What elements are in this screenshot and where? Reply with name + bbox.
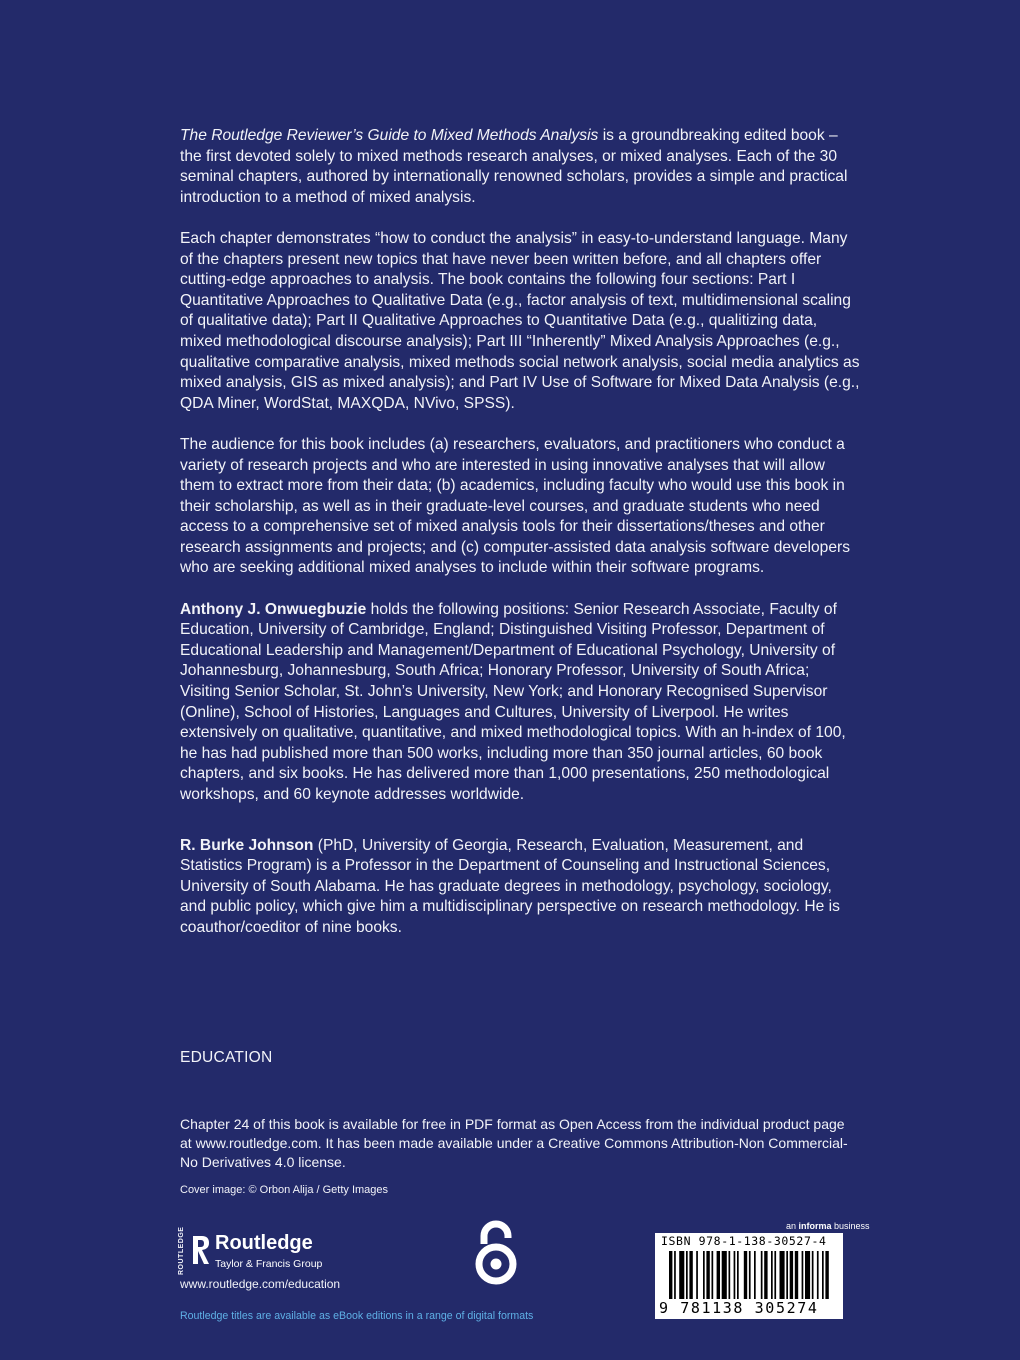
author-bio-johnson — [180, 836, 860, 939]
publisher-url[interactable]: www.routledge.com/education — [180, 1277, 341, 1291]
blurb-text-1: is a groundbreaking edited book – the first devoted solely to mixed methods research analyses, or mixed analyses. Each of the 30 seminal chapters, authored by internationally renowned scholars, provides a simple and practical introduction to a method of mixed analysis. — [180, 127, 848, 206]
open-access-icon — [470, 1218, 522, 1290]
informa-brand: informa — [798, 1221, 832, 1231]
isbn-barcode — [655, 1233, 843, 1319]
routledge-r-icon — [190, 1233, 212, 1267]
publisher-name: Routledge — [215, 1232, 313, 1254]
ean-digits: 9 781138 305274 — [659, 1299, 819, 1317]
author-bio-onwuegbuzie — [180, 600, 860, 806]
blurb-paragraph-1 — [180, 126, 860, 208]
blurb-paragraph-2: Each chapter demonstrates “how to conduct the analysis” in easy-to-understand language. Many of the chapters present new topics that have never been written before, and all chapters offer cutting-edge approaches to analysis. The book contains the following four sections: Part I Quantitative Approaches to Qualitative Data (e.g., factor analysis of text, multidimensional scaling of qualitative data); Part II Qualitative Approaches to Quantitative Data (e.g., qualitizing data, mixed methodological discourse analysis); Part III “Inherently” Mixed Analysis Approaches (e.g., qualitative comparative analysis, mixed methods social network analysis, social media analytics as mixed analysis, GIS as mixed analysis); and Part IV Use of Software for Mixed Data Analysis (e.g., QDA Miner, WordStat, MAXQDA, NVivo, SPSS). — [180, 229, 860, 412]
author-bio-text: (PhD, University of Georgia, Research, Evaluation, Measurement, and Statistics Program) is a Professor in the Department of Counseling and Instructional Sciences, University of South Alabama. He has graduate degrees in methodology, psychology, sociology, and public policy, which give him a multidisciplinary perspective on research methodology. He is coauthor/coeditor of nine books. — [180, 836, 840, 936]
publisher-group: Taylor & Francis Group — [215, 1258, 323, 1270]
subject-category: EDUCATION — [180, 1049, 273, 1066]
isbn-label: ISBN 978-1-138-30527-4 — [661, 1234, 827, 1248]
author-name: Anthony J. Onwuegbuzie — [180, 600, 367, 618]
ebook-note: Routledge titles are available as eBook editions in a range of digital formats — [180, 1310, 534, 1322]
blurb-paragraph-3: The audience for this book includes (a) researchers, evaluators, and practitioners who conduct a variety of research projects and who are interested in using innovative analyses that will allow them to extract more from their data; (b) academics, including faculty who would use this book in their scholarship, as well as in their graduate-level courses, and graduate students who need access to a comprehensive set of mixed analysis tools for their dissertations/theses and other research assignments and projects; and (c) computer-assisted data analysis software developers who are seeking additional mixed analyses to include within their software programs. — [180, 435, 850, 577]
open-access-note: Chapter 24 of this book is available for free in PDF format as Open Access from the individual product page at www.routledge.com. It has been made available under a Creative Commons Attribution-Non Commercial-No Derivatives 4.0 license. — [180, 1116, 848, 1170]
cover-image-credit: Cover image: © Orbon Alija / Getty Images — [180, 1184, 389, 1196]
informa-business-tag — [786, 1221, 870, 1231]
logo-vertical-text: ROUTLEDGE — [178, 1226, 185, 1275]
author-bio-text: holds the following positions: Senior Research Associate, Faculty of Education, University of Cambridge, England; Distinguished Visiting Professor, Department of Educational Leadership and Management/Department of Educational Psychology, University of Johannesburg, Johannesburg, South Africa; Honorary Professor, University of South Africa; Visiting Senior Scholar, St. John’s University, New York; and Honorary Recognised Supervisor (Online), School of Histories, Languages and Cultures, University of Liverpool. He writes extensively on qualitative, quantitative, and mixed methodological topics. With an h-index of 100, he has had published more than 500 works, including more than 350 journal articles, 60 book chapters, and six books. He has delivered more than 1,000 presentations, 250 methodological workshops, and 60 keynote addresses worldwide. — [180, 600, 846, 803]
book-title: The Routledge Reviewer’s Guide to Mixed Methods Analysis — [180, 127, 599, 144]
back-cover-text — [180, 126, 860, 959]
routledge-logo — [178, 1226, 378, 1275]
informa-prefix: an — [786, 1221, 799, 1231]
informa-suffix: business — [831, 1221, 870, 1231]
author-name: R. Burke Johnson — [180, 836, 314, 854]
